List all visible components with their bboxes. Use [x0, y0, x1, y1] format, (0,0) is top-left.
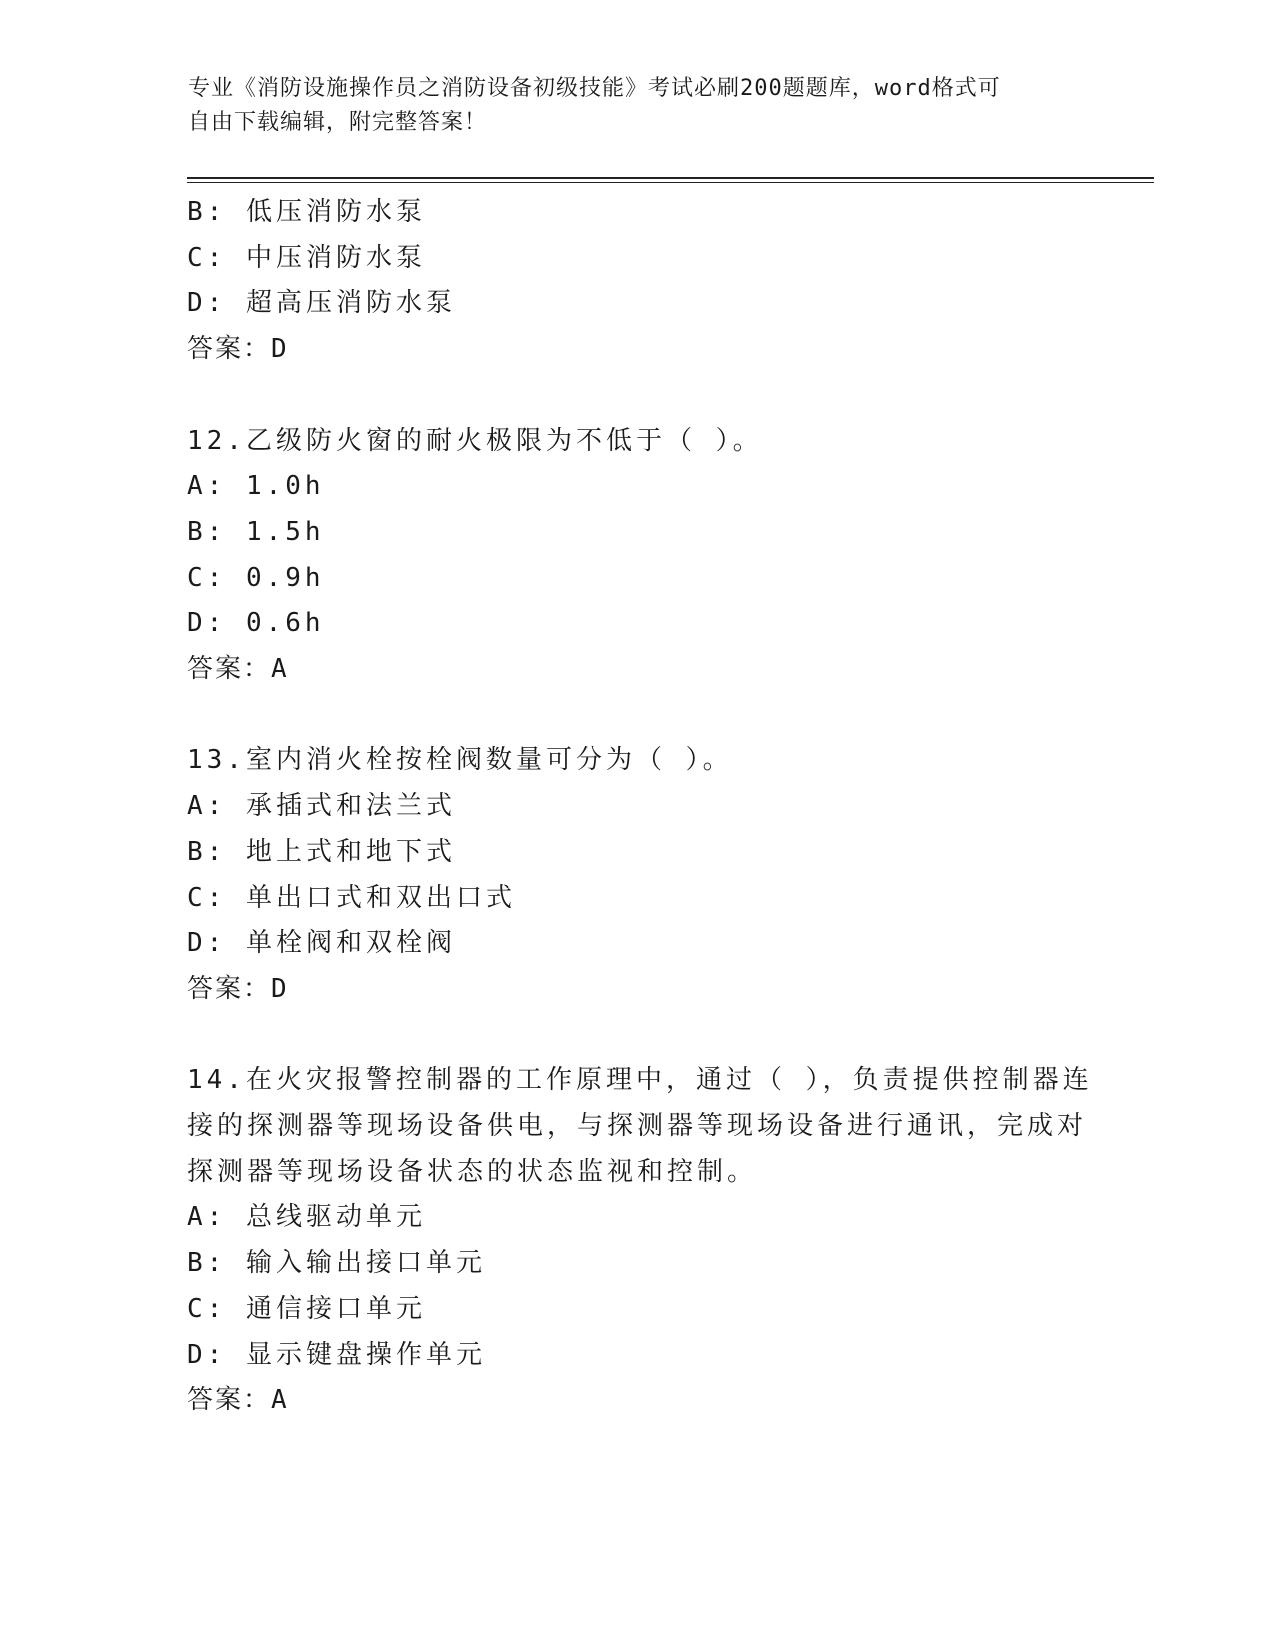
- option-a: A: 承插式和法兰式: [187, 791, 456, 822]
- spacer: [187, 373, 1087, 419]
- answer-line: 答案：D: [187, 973, 289, 1004]
- question-stem: 13.室内消火栓按栓阀数量可分为（ ）。: [187, 745, 733, 776]
- option-d: D: 0.6h: [187, 608, 325, 639]
- question-block-prev: [187, 190, 1087, 373]
- page-header: [188, 72, 1088, 140]
- answer-line: 答案：D: [187, 334, 289, 365]
- question-stem-line-3: 探测器等现场设备状态的状态监视和控制。: [187, 1156, 758, 1187]
- spacer: [187, 1013, 1087, 1059]
- question-block-12: [187, 419, 1087, 693]
- option-a: A: 1.0h: [187, 471, 325, 502]
- question-block-14: [187, 1058, 1093, 1424]
- question-list: [187, 190, 1093, 1424]
- header-line-1: 专业《消防设施操作员之消防设备初级技能》考试必刷200题题库，word格式可: [188, 76, 1001, 101]
- answer-line: 答案：A: [187, 654, 289, 685]
- header-line-2: 自由下载编辑，附完整答案！: [188, 110, 488, 135]
- option-c: C: 中压消防水泵: [187, 242, 426, 273]
- option-d: D: 单栓阀和双栓阀: [187, 928, 456, 959]
- option-b: B: 地上式和地下式: [187, 836, 456, 867]
- option-c: C: 通信接口单元: [187, 1293, 426, 1324]
- option-b: B: 低压消防水泵: [187, 197, 426, 227]
- question-stem: 12.乙级防火窗的耐火极限为不低于（ ）。: [187, 425, 763, 456]
- header-rule-thick: [187, 177, 1154, 179]
- question-stem-line-1: 14.在火灾报警控制器的工作原理中，通过（ ），负责提供控制器连: [187, 1065, 1093, 1096]
- option-a: A: 总线驱动单元: [187, 1202, 426, 1233]
- question-block-13: [187, 738, 1087, 1012]
- question-stem-line-2: 接的探测器等现场设备供电，与探测器等现场设备进行通讯，完成对: [187, 1111, 1088, 1142]
- option-d: D: 超高压消防水泵: [187, 288, 456, 319]
- option-b: B: 输入输出接口单元: [187, 1248, 486, 1279]
- header-rule-thin: [187, 182, 1154, 183]
- option-c: C: 0.9h: [187, 562, 325, 593]
- answer-line: 答案：A: [187, 1385, 289, 1416]
- option-b: B: 1.5h: [187, 516, 325, 547]
- option-c: C: 单出口式和双出口式: [187, 882, 516, 913]
- option-d: D: 显示键盘操作单元: [187, 1339, 486, 1370]
- spacer: [187, 693, 1087, 739]
